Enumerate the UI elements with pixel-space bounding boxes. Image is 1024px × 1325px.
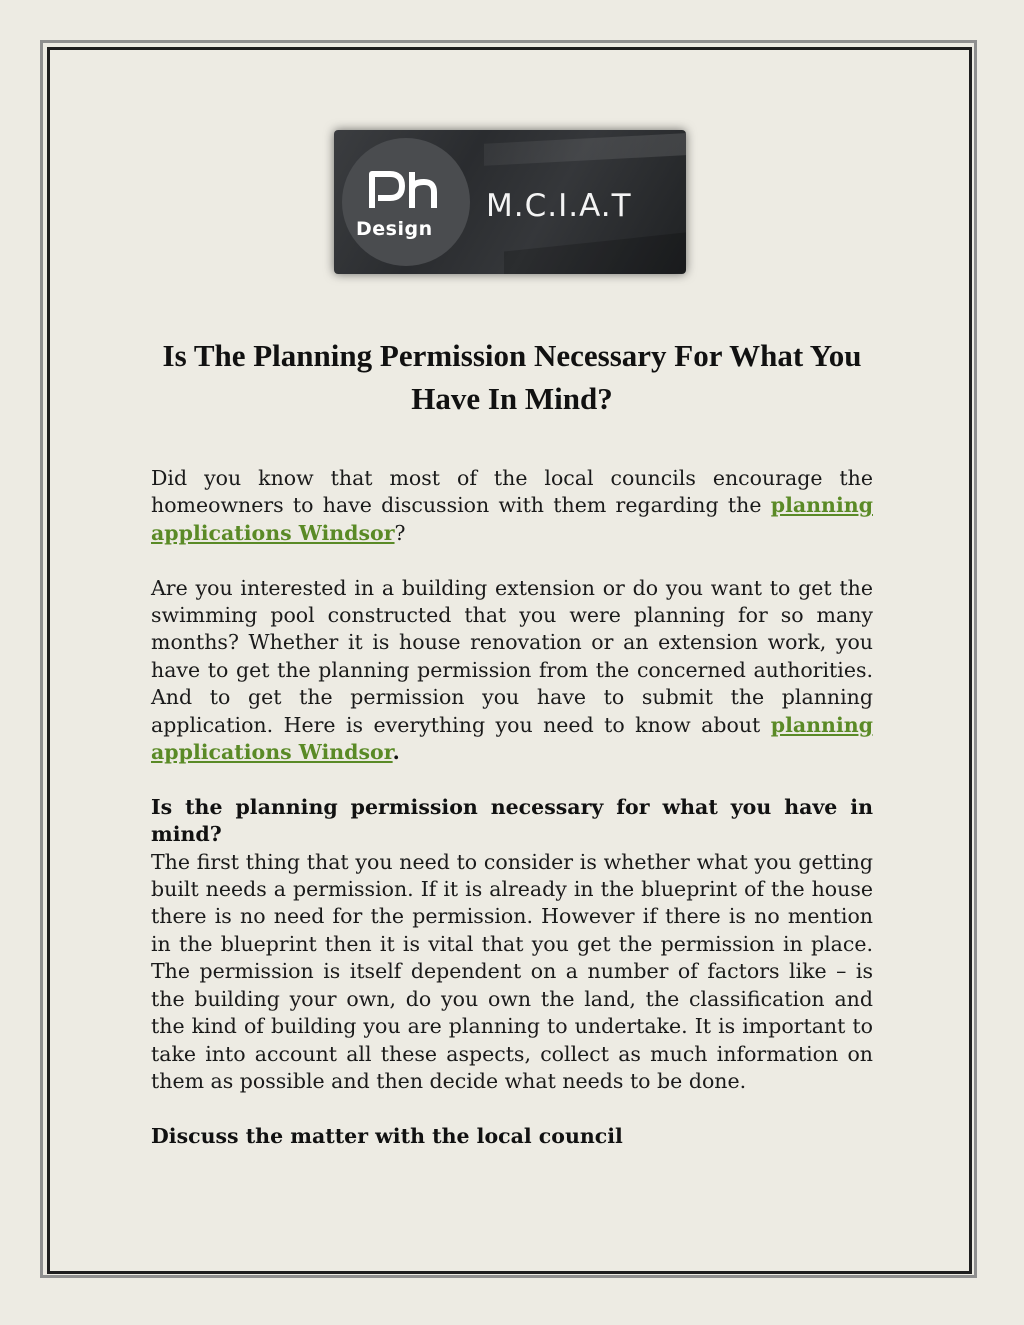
logo-design-text: Design — [356, 218, 433, 240]
paragraph-intro-text: Did you know that most of the local councils encourage the homeowners to have discussion with them regarding the — [151, 466, 873, 518]
paragraph-extension — [151, 575, 873, 767]
section-body-necessary: The first thing that you need to consider is whether what you getting built needs a permission. If it is already in the blueprint of the house there is no need for the permission. However if there is no mention in the blueprint then it is vital that you get the permission in place. The permission is itself dependent on a number of factors like – is the building your own, do you own the land, the classification and the kind of building you are planning to undertake. It is important to take into account all these aspects, collect as much information on them as possible and then decide what needs to be done. — [151, 849, 873, 1093]
planning-applications-link-2[interactable]: planning applications Windsor — [151, 712, 873, 765]
ph-monogram-icon — [368, 170, 440, 210]
paragraph-intro — [151, 465, 873, 547]
logo-background-shadow — [504, 228, 686, 274]
page-title: Is The Planning Permission Necessary For What You Have In Mind? — [162, 338, 862, 416]
section-heading-council: Discuss the matter with the local council — [151, 1123, 623, 1148]
section-heading-necessary: Is the planning permission necessary for what you have in mind? — [151, 794, 873, 847]
logo-background-stripe — [484, 132, 686, 166]
paragraph-extension-text: Are you interested in a building extension or do you want to get the swimming pool constructed that you were planning for so many months? Whether it is house renovation or an extension work, you have to get the planning permission from the concerned authorities. And to get the permission you have to submit the planning application. Here is everything you need to know about — [151, 575, 873, 737]
article-body — [151, 465, 873, 1150]
paragraph-intro-end: ? — [394, 520, 406, 545]
company-logo — [334, 130, 686, 274]
paragraph-extension-end: . — [392, 740, 400, 765]
logo-mciat-text: M.C.I.A.T — [486, 188, 632, 224]
planning-applications-link[interactable]: planning applications Windsor — [151, 493, 873, 545]
